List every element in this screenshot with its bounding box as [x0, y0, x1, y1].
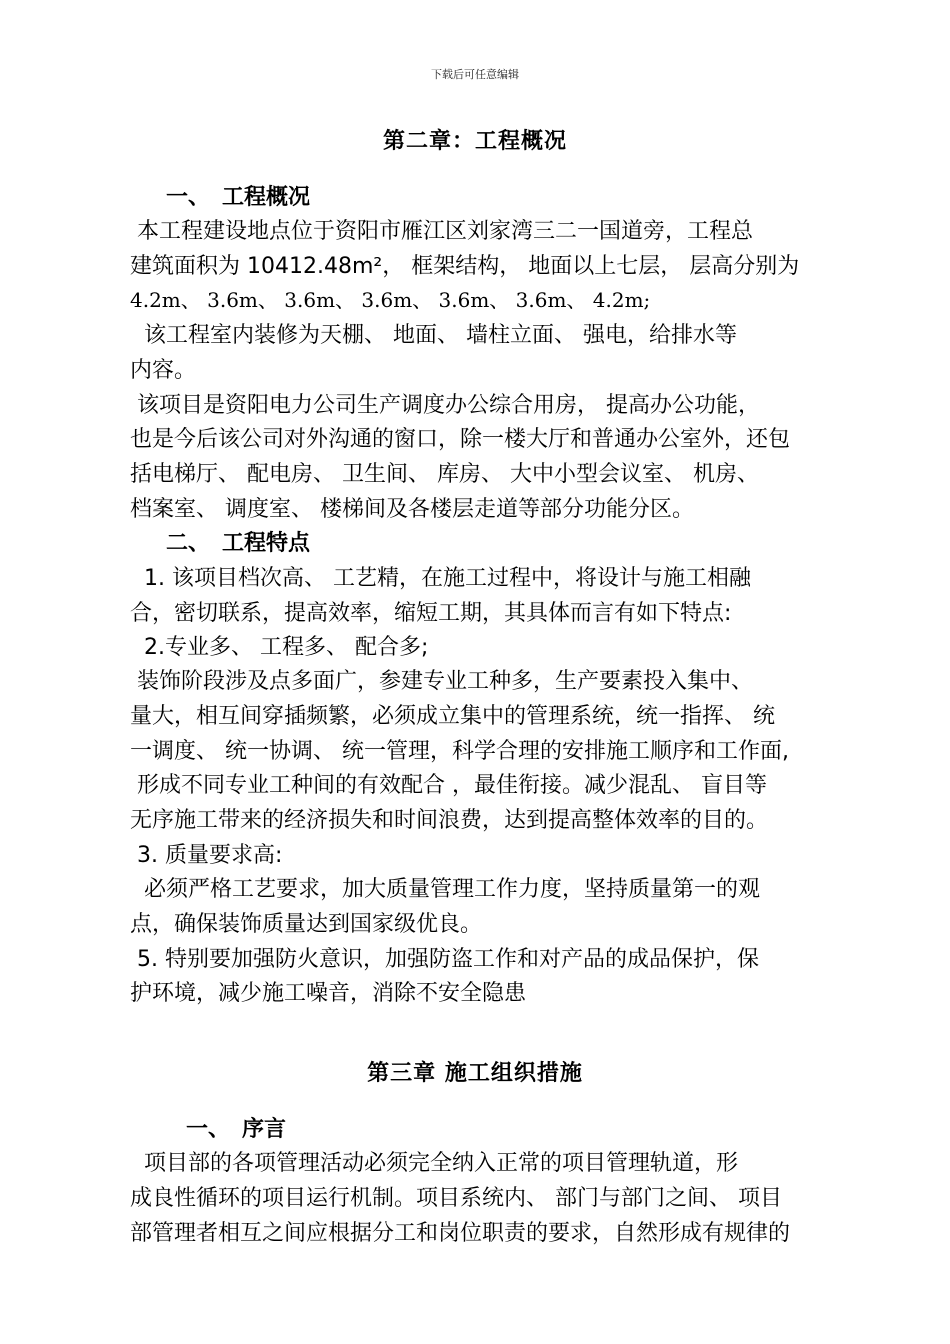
paragraph-line: 也是今后该公司对外沟通的窗口，除一楼大厅和普通办公室外，还包 — [130, 427, 791, 452]
chapter-title: 第二章：工程概况 — [382, 129, 567, 154]
section-number: 一、 — [166, 185, 211, 210]
paragraph-line: 括电梯厅、 配电房、 卫生间、 库房、 大中小型会议室、 机房、 — [130, 462, 759, 487]
section-heading — [166, 526, 310, 557]
section-heading — [166, 180, 310, 211]
paragraph-line: 必须严格工艺要求，加大质量管理工作力度，坚持质量第一的观 — [130, 877, 760, 902]
paragraph-line: 3. 质量要求高: — [130, 843, 283, 868]
section-title: 工程特点 — [222, 531, 311, 556]
paragraph-line: 装饰阶段涉及点多面广，参建专业工种多，生产要素投入集中、 — [130, 669, 753, 694]
paragraph-line: 该工程室内装修为天棚、 地面、 墙柱立面、 强电，给排水等 — [130, 323, 737, 348]
paragraph-line: 成良性循环的项目运行机制。项目系统内、 部门与部门之间、 项目 — [130, 1186, 782, 1211]
paragraph-line: 无序施工带来的经济损失和时间浪费，达到提高整体效率的目的。 — [130, 808, 769, 833]
paragraph-line: 档案室、 调度室、 楼梯间及各楼层走道等部分功能分区。 — [130, 497, 694, 522]
section-title: 序言 — [242, 1117, 287, 1142]
paragraph-line: 本工程建设地点位于资阳市雁江区刘家湾三二一国道旁，工程总 — [130, 219, 753, 244]
paragraph-line: 4.2m、 3.6m、 3.6m、 3.6m、 3.6m、 3.6m、 4.2m; — [130, 288, 651, 312]
page-header: 下载后可任意编辑 — [431, 68, 519, 81]
paragraph-line: 护环境，减少施工噪音，消除不安全隐患 — [130, 981, 527, 1006]
paragraph-line: 2.专业多、 工程多、 配合多; — [130, 635, 429, 660]
paragraph-line: 5. 特别要加强防火意识，加强防盗工作和对产品的成品保护，保 — [130, 947, 759, 972]
paragraph-line: 1. 该项目档次高、 工艺精，在施工过程中，将设计与施工相融 — [130, 566, 751, 591]
section-number: 一、 — [186, 1117, 231, 1142]
chapter-title: 第三章 施工组织措施 — [367, 1061, 583, 1086]
section-number: 二、 — [166, 531, 211, 556]
paragraph-line: 内容。 — [130, 358, 197, 383]
paragraph-line: 建筑面积为 10412.48m²， 框架结构， 地面以上七层， 层高分别为 — [130, 254, 800, 279]
paragraph-line: 形成不同专业工种间的有效配合 ，最佳衔接。减少混乱、 盲目等 — [130, 773, 767, 798]
paragraph-line: 合，密切联系，提高效率，缩短工期，其具体而言有如下特点: — [130, 601, 732, 626]
paragraph-line: 部管理者相互之间应根据分工和岗位职责的要求，自然形成有规律的 — [130, 1221, 791, 1246]
paragraph-line: 一调度、 统一协调、 统一管理，科学合理的安排施工顺序和工作面, — [130, 739, 789, 764]
paragraph-line: 点，确保装饰质量达到国家级优良。 — [130, 912, 483, 937]
paragraph-line: 该项目是资阳电力公司生产调度办公综合用房， 提高办公功能， — [130, 393, 760, 418]
paragraph-line: 项目部的各项管理活动必须完全纳入正常的项目管理轨道，形 — [130, 1151, 738, 1176]
section-heading — [186, 1112, 286, 1143]
section-title: 工程概况 — [222, 185, 311, 210]
paragraph-line: 量大，相互间穿插频繁，必须成立集中的管理系统，统一指挥、 统 — [130, 704, 775, 729]
